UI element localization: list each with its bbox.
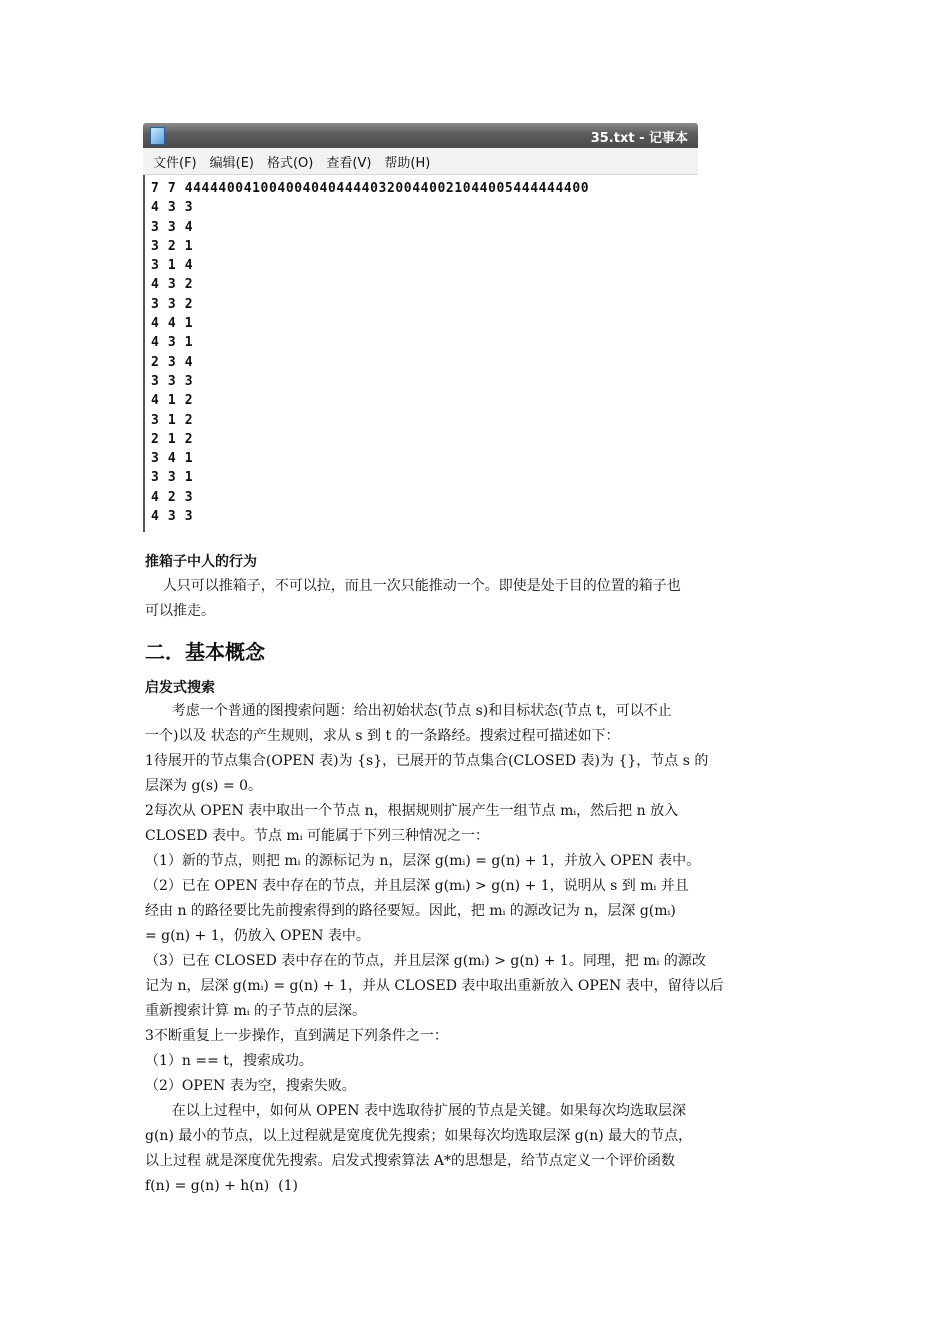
paragraph-line: 1待展开的节点集合(OPEN 表)为 {s}，已展开的节点集合(CLOSED 表)为 {}，节点 s 的 [145, 753, 709, 769]
notepad-menubar [143, 148, 698, 175]
notepad-text-area[interactable] [143, 175, 698, 532]
menu-file[interactable]: 文件(F) [153, 155, 197, 171]
notepad-content: 7 7 444440041004004040444403200440021044005444444400 4 3 3 3 3 4 3 2 1 3 1 4 4 3 2 3 3 2 4 4 1 4 3 1 2 3 4 3 3 3 4 1 2 3 1 2 2 1 2 3 4 1 3 3 1 4 2 3 4 3 3 [151, 181, 590, 525]
paragraph-line: （1）新的节点，则把 mᵢ 的源标记为 n，层深 g(mᵢ) = g(n) + 1，并放入 OPEN 表中。 [145, 853, 701, 869]
paragraph-line: （1）n == t，搜索成功。 [145, 1053, 313, 1069]
paragraph-line: （3）已在 CLOSED 表中存在的节点，并且层深 g(mᵢ) > g(n) + 1。同理，把 mᵢ 的源改 [145, 953, 706, 969]
chapter-title: 二．基本概念 [145, 640, 265, 664]
paragraph-line: = g(n) + 1，仍放入 OPEN 表中。 [145, 928, 370, 944]
heading-pusher-behavior: 推箱子中人的行为 [145, 554, 257, 570]
paragraph-line: 考虑一个普通的图搜索问题：给出初始状态(节点 s)和目标状态(节点 t，可以不止 [145, 703, 672, 719]
paragraph-line: 2每次从 OPEN 表中取出一个节点 n，根据规则扩展产生一组节点 mᵢ，然后把 n 放入 [145, 803, 679, 819]
paragraph-line: （2）已在 OPEN 表中存在的节点，并且层深 g(mᵢ) > g(n) + 1，说明从 s 到 mᵢ 并且 [145, 878, 689, 894]
paragraph-line: 可以推走。 [145, 603, 215, 619]
heading-heuristic-search: 启发式搜索 [145, 680, 215, 696]
paragraph-line: CLOSED 表中。节点 mᵢ 可能属于下列三种情况之一： [145, 828, 489, 844]
paragraph-line: 层深为 g(s) = 0。 [145, 778, 263, 794]
paragraph-line: （2）OPEN 表为空，搜索失败。 [145, 1078, 356, 1094]
paragraph-line: 3不断重复上一步操作，直到满足下列条件之一： [145, 1028, 448, 1044]
menu-format[interactable]: 格式(O) [266, 155, 314, 171]
paragraph-line: 经由 n 的路径要比先前搜索得到的路径要短。因此，把 mᵢ 的源改记为 n，层深 g(mᵢ) [145, 903, 676, 919]
paragraph-line: g(n) 最小的节点，以上过程就是宽度优先搜索；如果每次均选取层深 g(n) 最大的节点， [145, 1128, 693, 1144]
formula-line: f(n) = g(n) + h(n) (1) [145, 1178, 298, 1194]
paragraph-line: 一个)以及 状态的产生规则，求从 s 到 t 的一条路经。搜索过程可描述如下： [145, 728, 620, 744]
paragraph-line: 记为 n，层深 g(mᵢ) = g(n) + 1，并从 CLOSED 表中取出重新放入 OPEN 表中，留待以后 [145, 978, 724, 994]
paragraph-line: 以上过程 就是深度优先搜索。启发式搜索算法 A*的思想是，给节点定义一个评价函数 [145, 1153, 676, 1169]
menu-help[interactable]: 帮助(H) [384, 155, 431, 171]
notepad-title: 35.txt - 记事本 [590, 131, 688, 146]
notepad-icon [150, 127, 165, 145]
menu-edit[interactable]: 编辑(E) [209, 155, 254, 171]
paragraph-line: 在以上过程中，如何从 OPEN 表中选取待扩展的节点是关键。如果每次均选取层深 [145, 1103, 686, 1119]
paragraph-line: 人只可以推箱子，不可以拉，而且一次只能推动一个。即使是处于目的位置的箱子也 [145, 578, 681, 594]
notepad-titlebar [143, 123, 698, 148]
notepad-window-screenshot [143, 123, 698, 533]
paragraph-line: 重新搜索计算 mᵢ 的子节点的层深。 [145, 1003, 366, 1019]
menu-view[interactable]: 查看(V) [326, 155, 372, 171]
